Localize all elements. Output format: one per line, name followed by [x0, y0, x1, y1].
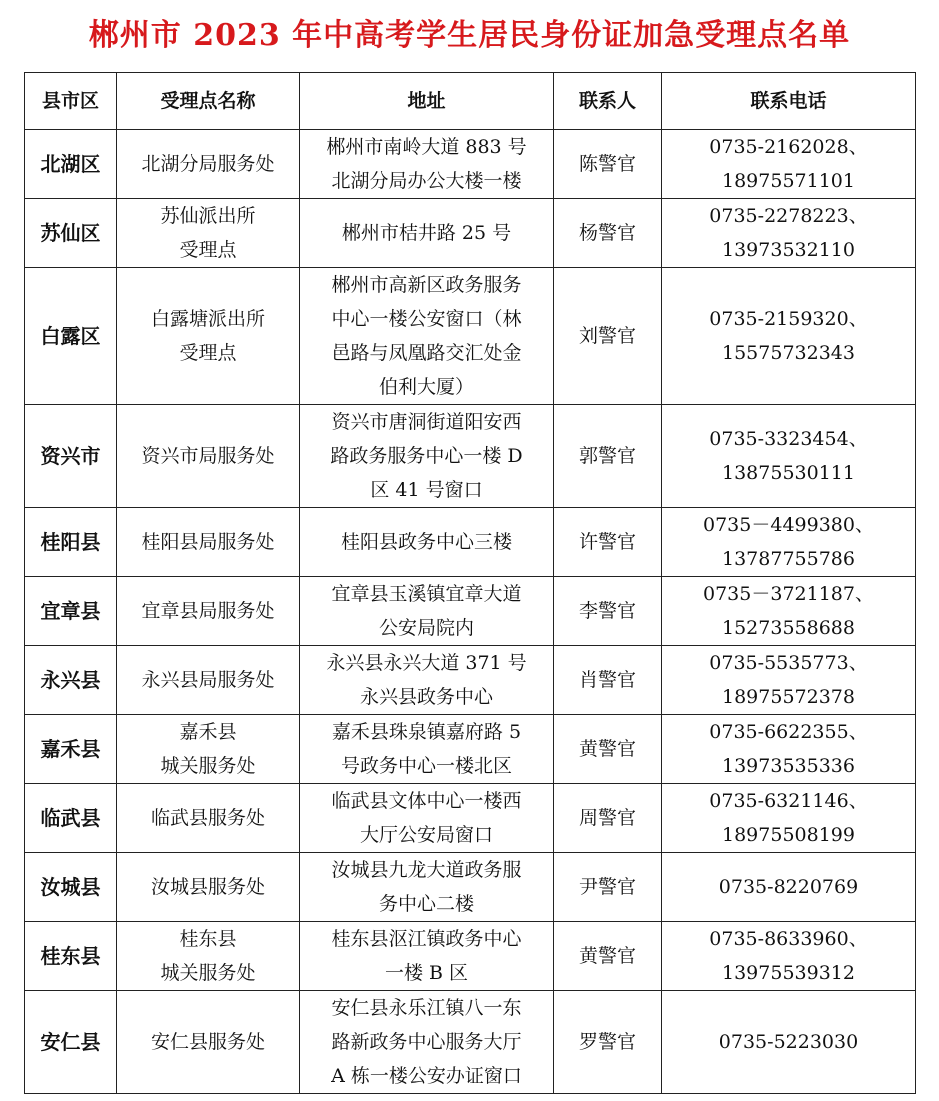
office-cell — [117, 508, 300, 577]
phone-text: 0735-2278223、 13973532110 — [709, 205, 868, 261]
column-header-office: 受理点名称 — [117, 73, 300, 130]
office-cell — [117, 199, 300, 268]
column-header-phone: 联系电话 — [662, 73, 916, 130]
address-cell — [300, 646, 554, 715]
address-cell — [300, 268, 554, 405]
contact-cell: 陈警官 — [554, 130, 662, 199]
county-cell: 安仁县 — [25, 991, 117, 1094]
address-text: 桂阳县政务中心三楼 — [340, 531, 512, 553]
phone-text: 0735-2159320、 15575732343 — [709, 308, 868, 364]
office-name: 苏仙派出所 受理点 — [160, 205, 256, 261]
office-name: 嘉禾县 城关服务处 — [160, 721, 256, 777]
contact-cell: 郭警官 — [554, 405, 662, 508]
office-cell — [117, 577, 300, 646]
address-text: 桂东县沤江镇政务中心 一楼 B 区 — [331, 928, 522, 984]
phone-text: 0735-5535773、 18975572378 — [709, 652, 868, 708]
contact-cell: 刘警官 — [554, 268, 662, 405]
phone-text: 0735-5223030 — [718, 1031, 859, 1053]
page-title: 郴州市 2023 年中高考学生居民身份证加急受理点名单 — [88, 18, 851, 53]
office-cell — [117, 130, 300, 199]
contact-cell: 许警官 — [554, 508, 662, 577]
county-cell: 永兴县 — [25, 646, 117, 715]
phone-text: 0735－4499380、 13787755786 — [703, 514, 874, 570]
county-cell: 白露区 — [25, 268, 117, 405]
address-text: 宜章县玉溪镇宜章大道 公安局院内 — [331, 583, 522, 639]
address-cell — [300, 991, 554, 1094]
phone-cell — [662, 268, 916, 405]
column-header-contact: 联系人 — [554, 73, 662, 130]
office-name: 白露塘派出所 受理点 — [150, 308, 265, 364]
office-name: 临武县服务处 — [150, 807, 265, 829]
table-row — [25, 784, 916, 853]
phone-text: 0735－3721187、 15273558688 — [703, 583, 874, 639]
table-row — [25, 853, 916, 922]
county-cell: 汝城县 — [25, 853, 117, 922]
table-row — [25, 715, 916, 784]
phone-text: 0735-8220769 — [718, 876, 859, 898]
column-header-county: 县市区 — [25, 73, 117, 130]
address-text: 资兴市唐洞街道阳安西 路政务服务中心一楼 D 区 41 号窗口 — [330, 411, 523, 501]
address-text: 汝城县九龙大道政务服 务中心二楼 — [331, 859, 522, 915]
county-cell: 宜章县 — [25, 577, 117, 646]
office-cell — [117, 991, 300, 1094]
table-row — [25, 991, 916, 1094]
contact-cell: 肖警官 — [554, 646, 662, 715]
phone-cell — [662, 577, 916, 646]
phone-cell — [662, 715, 916, 784]
office-cell — [117, 922, 300, 991]
table-row — [25, 405, 916, 508]
address-cell — [300, 715, 554, 784]
contact-cell: 尹警官 — [554, 853, 662, 922]
office-name: 北湖分局服务处 — [141, 153, 275, 175]
address-cell — [300, 405, 554, 508]
address-text: 临武县文体中心一楼西 大厅公安局窗口 — [331, 790, 522, 846]
county-cell: 桂东县 — [25, 922, 117, 991]
address-text: 郴州市南岭大道 883 号 北湖分局办公大楼一楼 — [326, 136, 527, 192]
phone-cell — [662, 991, 916, 1094]
address-text: 安仁县永乐江镇八一东 路新政务中心服务大厅 A 栋一楼公安办证窗口 — [331, 997, 522, 1087]
address-cell — [300, 508, 554, 577]
address-cell — [300, 784, 554, 853]
address-text: 郴州市高新区政务服务 中心一楼公安窗口（林 邑路与凤凰路交汇处金 伯利大厦） — [331, 274, 522, 398]
county-cell: 桂阳县 — [25, 508, 117, 577]
county-cell: 临武县 — [25, 784, 117, 853]
contact-cell: 李警官 — [554, 577, 662, 646]
table-row — [25, 130, 916, 199]
contact-cell: 黄警官 — [554, 922, 662, 991]
address-cell — [300, 130, 554, 199]
office-name: 桂阳县局服务处 — [141, 531, 275, 553]
office-cell — [117, 405, 300, 508]
phone-cell — [662, 508, 916, 577]
phone-text: 0735-6622355、 13973535336 — [709, 721, 868, 777]
table-header-row — [25, 73, 916, 130]
office-cell — [117, 853, 300, 922]
phone-text: 0735-8633960、 13975539312 — [709, 928, 868, 984]
county-cell: 北湖区 — [25, 130, 117, 199]
office-name: 资兴市局服务处 — [141, 445, 275, 467]
phone-text: 0735-6321146、 18975508199 — [709, 790, 868, 846]
county-cell: 资兴市 — [25, 405, 117, 508]
contact-cell: 罗警官 — [554, 991, 662, 1094]
phone-cell — [662, 853, 916, 922]
address-text: 郴州市桔井路 25 号 — [341, 222, 512, 244]
phone-cell — [662, 199, 916, 268]
table-row — [25, 646, 916, 715]
office-name: 安仁县服务处 — [150, 1031, 265, 1053]
address-text: 嘉禾县珠泉镇嘉府路 5 号政务中心一楼北区 — [331, 721, 522, 777]
table-row — [25, 508, 916, 577]
office-list-table — [24, 72, 916, 1094]
county-cell: 苏仙区 — [25, 199, 117, 268]
address-cell — [300, 922, 554, 991]
office-name: 桂东县 城关服务处 — [160, 928, 256, 984]
office-cell — [117, 715, 300, 784]
contact-cell: 杨警官 — [554, 199, 662, 268]
table-row — [25, 268, 916, 405]
office-cell — [117, 784, 300, 853]
address-cell — [300, 199, 554, 268]
contact-cell: 周警官 — [554, 784, 662, 853]
table-row — [25, 577, 916, 646]
phone-text: 0735-2162028、 18975571101 — [709, 136, 868, 192]
table-row — [25, 199, 916, 268]
county-cell: 嘉禾县 — [25, 715, 117, 784]
address-cell — [300, 853, 554, 922]
phone-cell — [662, 405, 916, 508]
table-row — [25, 922, 916, 991]
column-header-address: 地址 — [300, 73, 554, 130]
office-cell — [117, 646, 300, 715]
phone-text: 0735-3323454、 13875530111 — [709, 428, 868, 484]
office-name: 宜章县局服务处 — [141, 600, 275, 622]
office-name: 汝城县服务处 — [150, 876, 265, 898]
office-cell — [117, 268, 300, 405]
address-cell — [300, 577, 554, 646]
phone-cell — [662, 922, 916, 991]
office-name: 永兴县局服务处 — [141, 669, 275, 691]
phone-cell — [662, 130, 916, 199]
contact-cell: 黄警官 — [554, 715, 662, 784]
phone-cell — [662, 646, 916, 715]
phone-cell — [662, 784, 916, 853]
address-text: 永兴县永兴大道 371 号 永兴县政务中心 — [326, 652, 527, 708]
